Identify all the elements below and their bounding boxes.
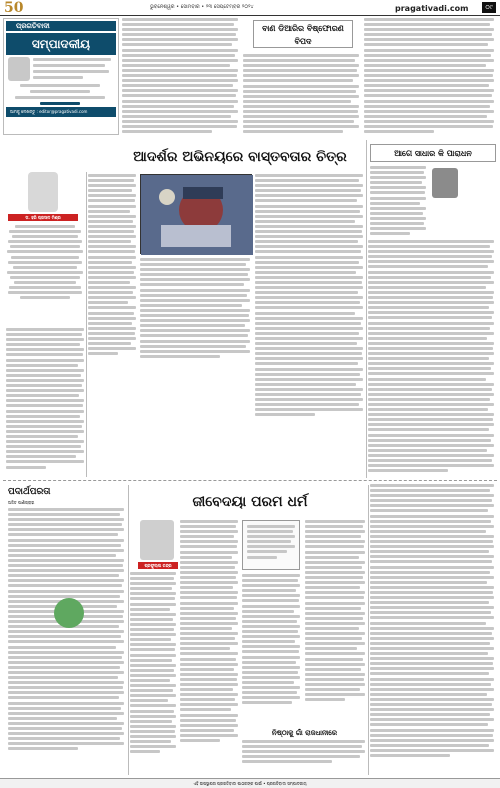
- editorial-heading: ସମ୍ପାଦକୀୟ: [6, 33, 116, 55]
- col-sep-2: [366, 140, 367, 478]
- top-col-3: [364, 18, 496, 138]
- top-box-title: ବାଣ ଡିଆରିର ବିଷ୍ଫୋରଣ ବିପଦ: [253, 20, 353, 48]
- right-col-text: [368, 240, 496, 476]
- dateline: ଭୁବନେଶ୍ୱର • ସୋମବାର • ୨୩ ସେପ୍ଟେମ୍ବର ୨୦୨୪: [150, 4, 254, 10]
- small-text: [242, 740, 367, 772]
- right-author-photo: [432, 168, 458, 198]
- main-headline: ଆଦର୍ଶର ଅଭିନୟରେ ବାସ୍ତବତାର ଚିତ୍ର: [133, 149, 347, 165]
- page-number: ୦୯: [482, 2, 496, 13]
- tree-icon: [54, 598, 84, 628]
- illustration: [140, 174, 252, 254]
- quote-box: [242, 520, 300, 570]
- small-headline: ନିଷ୍ଠାକୁ ଗାଁ ରାଜଧାନୀରେ: [271, 729, 338, 737]
- main-col-1: [88, 174, 138, 374]
- center-author-photo: [140, 520, 174, 560]
- masthead-details: [10, 84, 110, 108]
- left-col-text-2: [6, 328, 86, 478]
- right-bottom-col: [370, 484, 496, 770]
- contact-strip[interactable]: ଆମକୁ ଲେଖନ୍ତୁ : editor@pragativadi.com: [6, 107, 116, 117]
- section2-text: [8, 508, 126, 768]
- center-col-4: [305, 520, 367, 720]
- main-col-3: [255, 174, 365, 474]
- quote-lines: [33, 58, 113, 79]
- portrait-icon: [8, 57, 30, 81]
- center-col-1: [130, 572, 178, 768]
- col-sep-1: [86, 172, 87, 477]
- center-col-3: [242, 574, 302, 724]
- divider: [3, 480, 497, 481]
- top-col-1: [122, 18, 240, 138]
- section2-author: ଅଜିତ ପାଣିଗ୍ରାହୀ: [8, 500, 35, 505]
- author-name: ଡ. ହରି ପ୍ରସାଦ ମିଶ୍ର: [8, 214, 78, 221]
- center-col-2: [180, 520, 240, 768]
- left-col-text: [6, 225, 84, 325]
- section2-title: ପଦାର୍ଥପରତା: [8, 487, 51, 497]
- footer-strip: [0, 778, 500, 788]
- right-box-title: ଆଗେ ସାଧାର କି ପାରାଧନ: [370, 144, 496, 162]
- website[interactable]: pragativadi.com: [395, 4, 469, 13]
- col-sep-3: [128, 485, 129, 775]
- col-sep-4: [368, 485, 369, 775]
- center-headline: ଜୀବେଦୟା ପରମ ଧର୍ମ: [192, 494, 308, 510]
- anniversary-logo: 50: [4, 0, 24, 16]
- center-author-name: ପ୍ରଫୁଲ୍ଲ ଚନ୍ଦ୍ର: [138, 562, 178, 569]
- top-col-2: [243, 18, 361, 138]
- main-col-2: [140, 258, 252, 376]
- footer-text: ଏହି ଉପସ୍ଥାପନା ପ୍ରଗତିବାଦୀ ପାଠକଙ୍କ ପାଇଁ • ପ୍ରଗତିବାଦୀ ସମ୍ପାଦକୀୟ: [193, 781, 307, 786]
- author-photo: [28, 172, 58, 212]
- brand-strip: ପ୍ରଗତିବାଦୀ: [6, 21, 116, 31]
